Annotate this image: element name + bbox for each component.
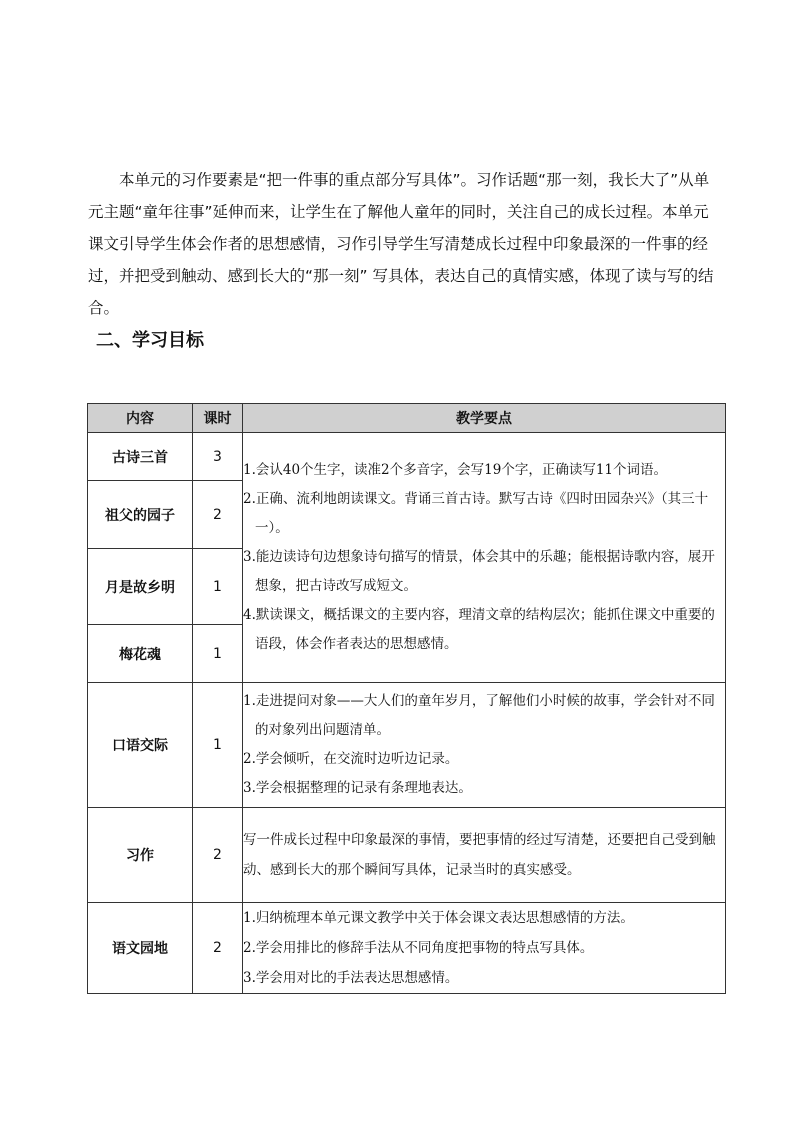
teaching-points-cell — [243, 808, 726, 903]
teaching-point: 3.能边读诗句边想象诗句描写的情景，体会其中的乐趣；能根据诗歌内容，展开想象，把古诗改写成短文。 — [243, 549, 715, 594]
teaching-point: 2.学会倾听，在交流时边听边记录。 — [243, 751, 459, 767]
header-hours: 课时 — [193, 404, 243, 433]
table-row — [88, 808, 726, 903]
teaching-point: 1.会认40个生字，读准2个多音字，会写19个字，正确读写11个词语。 — [243, 462, 668, 478]
lesson-hours: 2 — [193, 903, 243, 994]
learning-goals-table — [87, 403, 726, 994]
teaching-points-cell — [243, 903, 726, 994]
teaching-point: 3.学会根据整理的记录有条理地表达。 — [243, 780, 472, 796]
lesson-name: 月是故乡明 — [88, 549, 193, 625]
teaching-point: 2.学会用排比的修辞手法从不同角度把事物的特点写具体。 — [243, 940, 594, 956]
teaching-point: 3.学会用对比的手法表达思想感情。 — [243, 970, 459, 986]
teaching-point: 1.走进提问对象——大人们的童年岁月，了解他们小时候的故事，学会针对不同的对象列出问题清单。 — [243, 693, 715, 738]
lesson-name: 祖父的园子 — [88, 481, 193, 549]
lesson-name: 古诗三首 — [88, 433, 193, 481]
lesson-name: 习作 — [88, 808, 193, 903]
teaching-point: 写一件成长过程中印象最深的事情，要把事情的经过写清楚，还要把自己受到触动、感到长大的那个瞬间写具体，记录当时的真实感受。 — [243, 832, 716, 878]
lesson-name: 语文园地 — [88, 903, 193, 994]
teaching-points-cell — [243, 683, 726, 808]
lesson-hours: 3 — [193, 433, 243, 481]
table-row — [88, 683, 726, 808]
lesson-name: 梅花魂 — [88, 625, 193, 683]
table-row — [88, 903, 726, 994]
table-header-row — [88, 404, 726, 433]
lesson-hours: 2 — [193, 808, 243, 903]
lesson-name: 口语交际 — [88, 683, 193, 808]
lesson-hours: 1 — [193, 683, 243, 808]
lesson-hours: 2 — [193, 481, 243, 549]
teaching-points-cell — [243, 433, 726, 683]
teaching-point: 1.归纳梳理本单元课文教学中关于体会课文表达思想感情的方法。 — [243, 910, 634, 926]
teaching-point: 2.正确、流利地朗读课文。背诵三首古诗。默写古诗《四时田园杂兴》（其三十一）。 — [243, 491, 709, 536]
header-content: 内容 — [88, 404, 193, 433]
header-points: 教学要点 — [243, 404, 726, 433]
intro-paragraph: 本单元的习作要素是“把一件事的重点部分写具体”。习作话题“那一刻，我长大了”从单元主题“童年往事”延伸而来，让学生在了解他人童年的同时，关注自己的成长过程。本单元课文引导学生体会作者的思想感情，习作引导学生写清楚成长过程中印象最深的一件事的经过，并把受到触动、感到长大的“那一刻” 写具体，表达自己的真情实感，体现了读与写的结合。 — [88, 171, 714, 317]
lesson-hours: 1 — [193, 625, 243, 683]
lesson-hours: 1 — [193, 549, 243, 625]
section-title: 二、学习目标 — [96, 330, 204, 351]
table-row — [88, 433, 726, 481]
teaching-point: 4.默读课文，概括课文的主要内容，理清文章的结构层次；能抓住课文中重要的语段，体会作者表达的思想感情。 — [243, 607, 715, 652]
